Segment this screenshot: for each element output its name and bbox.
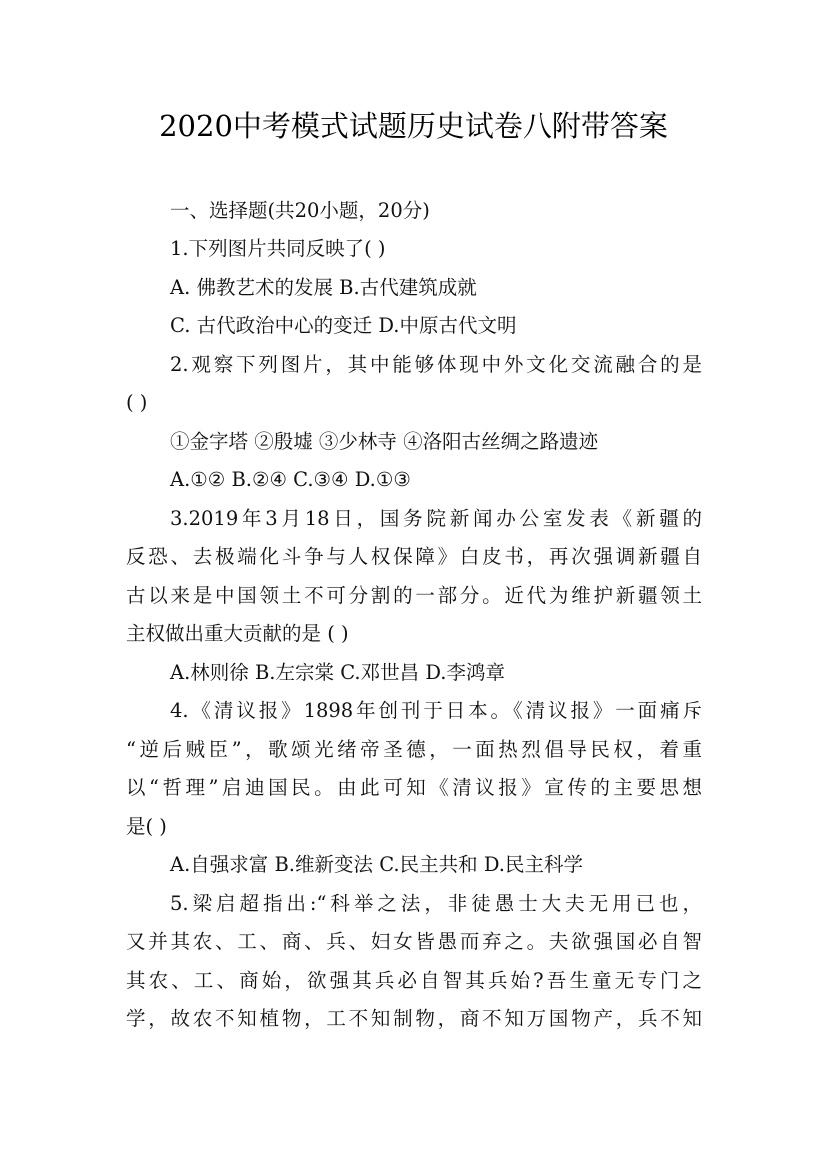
question-4-stem: 4.《清议报》1898年创刊于日本。《清议报》一面痛斥	[170, 699, 702, 722]
question-2-stem: 2.观察下列图片，其中能够体现中外文化交流融合的是	[170, 353, 702, 376]
question-3-stem-line3: 古以来是中国领土不可分割的一部分。近代为维护新疆领土	[126, 584, 702, 607]
question-1-stem: 1.下列图片共同反映了( )	[170, 237, 386, 260]
question-5-stem: 5.梁启超指出:“科举之法，非徒愚士大夫无用已也，	[170, 892, 702, 915]
document-title: 2020中考模式试题历史试卷八附带答案	[159, 109, 668, 143]
question-3-stem: 3.2019年3月18日，国务院新闻办公室发表《新疆的	[170, 507, 702, 530]
question-5-stem-line2: 又并其农、工、商、兵、妇女皆愚而弃之。夫欲强国必自智	[126, 930, 702, 953]
question-3-stem-line4: 主权做出重大贡献的是 ( )	[126, 622, 349, 645]
question-4-stem-line3: 以“哲理”启迪国民。由此可知《清议报》宣传的主要思想	[126, 776, 702, 799]
question-2-stem-cont: ( )	[126, 391, 148, 414]
question-5-stem-line3: 其农、工、商始，欲强其兵必自智其兵始?吾生童无专门之	[126, 969, 702, 992]
question-3-options: A.林则徐 B.左宗棠 C.邓世昌 D.李鸿章	[170, 661, 505, 684]
question-5-stem-line4: 学，故农不知植物，工不知制物，商不知万国物产，兵不知	[126, 1007, 702, 1030]
question-1-options-cd: C. 古代政治中心的变迁 D.中原古代文明	[170, 314, 517, 337]
question-1-options-ab: A. 佛教艺术的发展 B.古代建筑成就	[170, 276, 477, 299]
question-4-options: A.自强求富 B.维新变法 C.民主共和 D.民主科学	[170, 853, 583, 876]
question-4-stem-line4: 是( )	[126, 815, 167, 838]
question-2-items: ①金字塔 ②殷墟 ③少林寺 ④洛阳古丝绸之路遗迹	[170, 430, 599, 453]
question-3-stem-line2: 反恐、去极端化斗争与人权保障》白皮书，再次强调新疆自	[126, 545, 702, 568]
question-4-stem-line2: “逆后贼臣”，歌颂光绪帝圣德，一面热烈倡导民权，着重	[126, 738, 702, 761]
section-heading: 一、选择题(共20小题，20分)	[170, 199, 430, 222]
question-2-options: A.①② B.②④ C.③④ D.①③	[170, 468, 411, 491]
